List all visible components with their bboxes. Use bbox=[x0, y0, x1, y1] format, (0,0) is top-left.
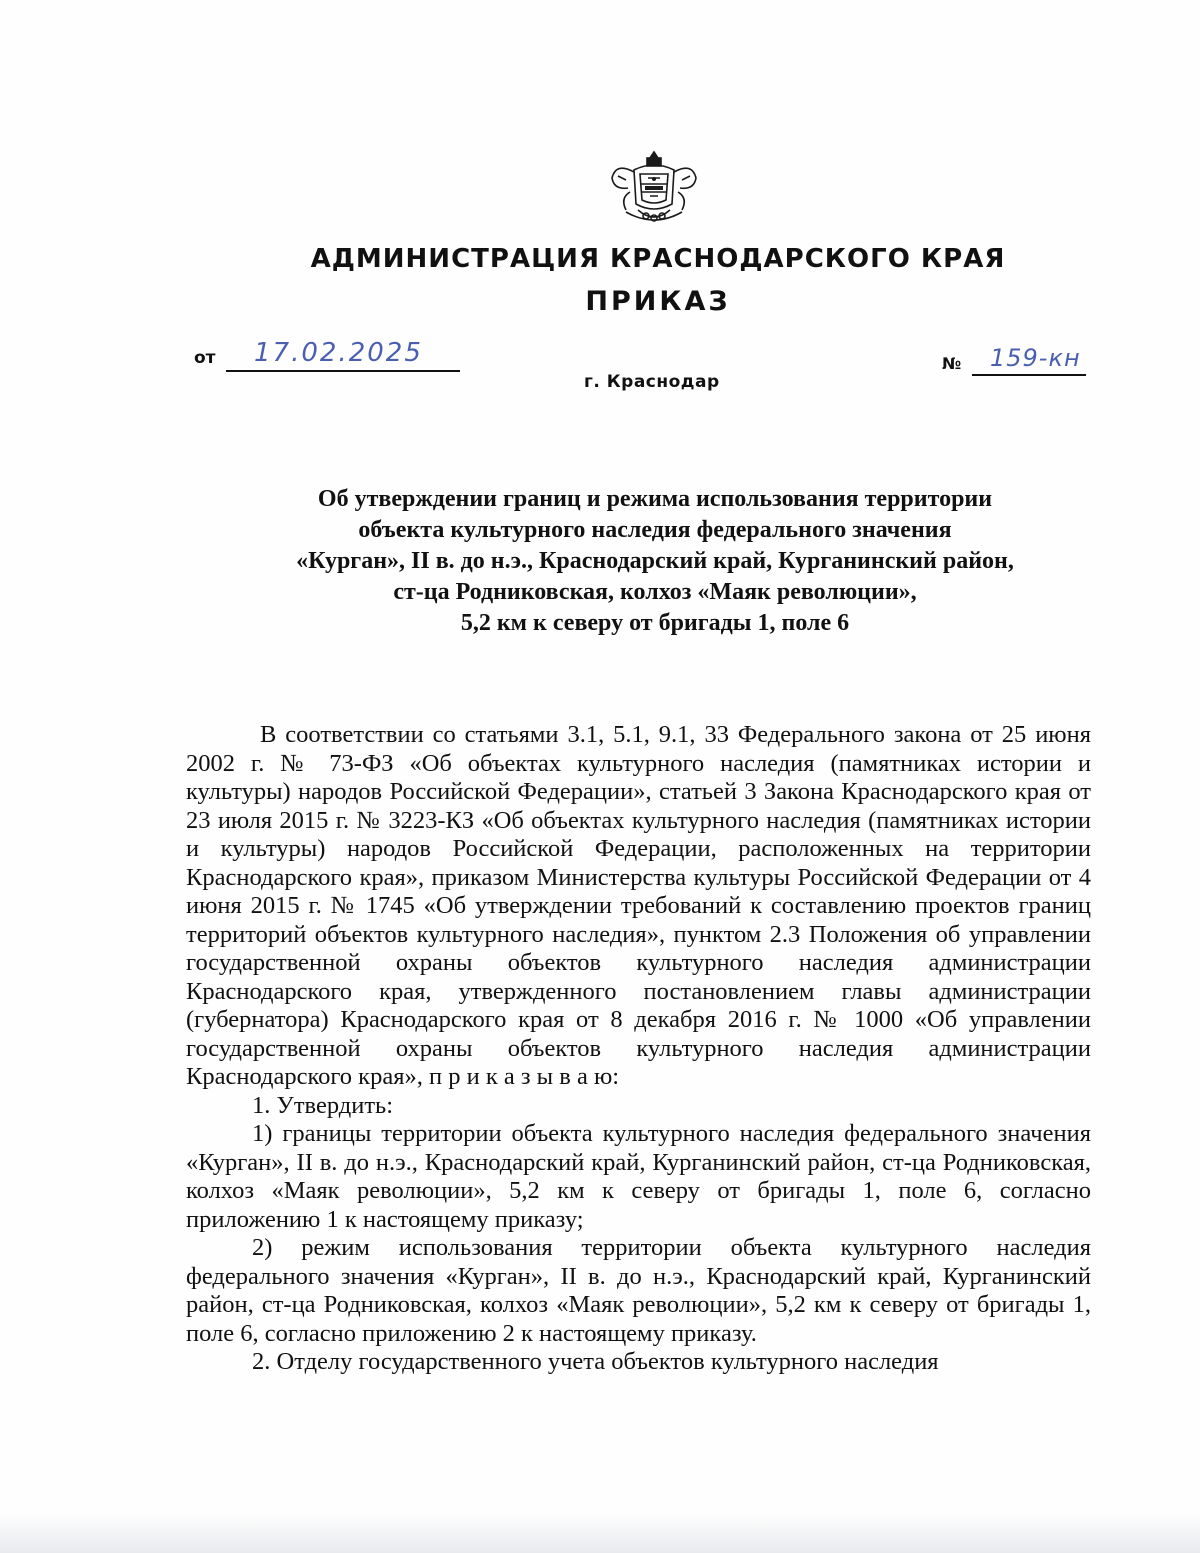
title-line: 5,2 км к северу от бригады 1, поле 6 bbox=[460, 610, 850, 636]
preamble-paragraph bbox=[186, 721, 1091, 1092]
document-type: ПРИКАЗ bbox=[585, 286, 731, 317]
date-label: от bbox=[194, 348, 216, 368]
handwritten-number: 159-кн bbox=[990, 344, 1081, 372]
document-body bbox=[186, 721, 1091, 1377]
document-title bbox=[200, 484, 1110, 639]
title-line: Об утверждении границ и режима использования территории bbox=[317, 486, 993, 512]
number-underline bbox=[972, 374, 1086, 376]
item-1-1: 1) границы территории объекта культурного наследия федерального значения «Курган», II в. до н.э., Краснодарский край, Курганинский район, ст-ца Родниковская, колхоз «Маяк революции», 5,2 км к северу от бригады 1, поле 6, согласно приложению 1 к настоящему приказу; bbox=[186, 1120, 1091, 1233]
number-label: № bbox=[942, 354, 962, 373]
title-line: объекта культурного наследия федерального значения bbox=[358, 517, 952, 543]
preamble-text: В соответствии со статьями 3.1, 5.1, 9.1, 33 Федерального закона от 25 июня 2002 г. № 73-ФЗ «Об объектах культурного наследия (памятниках истории и культуры) народов Российской Федерации», статьей 3 Закона Краснодарского края от 23 июля 2015 г. № 3223-КЗ «Об объектах культурного наследия (памятниках истории и культуры) народов Российской Федерации, расположенных на территории Краснодарского края», приказом Министерства культуры Российской Федерации от 4 июня 2015 г. № 1745 «Об утверждении требований к составлению проектов границ территорий объектов культурного наследия», пунктом 2.3 Положения об управлении государственной охраны объектов культурного наследия администрации Краснодарского края, утвержденного постановлением главы администрации (губернатора) Краснодарского края от 8 декабря 2016 г. № 1000 «Об управлении государственной охраны объектов культурного наследия администрации Краснодарского края», bbox=[186, 721, 1091, 1090]
date-underline bbox=[226, 370, 460, 372]
item-1: 1. Утвердить: bbox=[252, 1091, 394, 1119]
scan-edge-shadow bbox=[0, 1513, 1200, 1553]
title-line: «Курган», II в. до н.э., Краснодарский край, Курганинский район, bbox=[296, 548, 1014, 574]
coat-of-arms-emblem bbox=[604, 148, 704, 228]
organization-name: АДМИНИСТРАЦИЯ КРАСНОДАРСКОГО КРАЯ bbox=[310, 244, 1006, 274]
item-1-2: 2) режим использования территории объекта культурного наследия федерального значения «Курган», II в. до н.э., Краснодарский край, Курганинский район, ст-ца Родниковская, колхоз «Маяк революции», 5,2 км к северу от бригады 1, поле 6, согласно приложению 2 к настоящему приказу. bbox=[186, 1234, 1091, 1347]
handwritten-date: 17.02.2025 bbox=[254, 338, 423, 368]
order-word: п р и к а з ы в а ю: bbox=[428, 1063, 620, 1090]
item-2: 2. Отделу государственного учета объектов культурного наследия bbox=[252, 1348, 939, 1375]
city-label: г. Краснодар bbox=[584, 372, 720, 392]
title-line: ст-ца Родниковская, колхоз «Маяк революции», bbox=[393, 579, 917, 605]
